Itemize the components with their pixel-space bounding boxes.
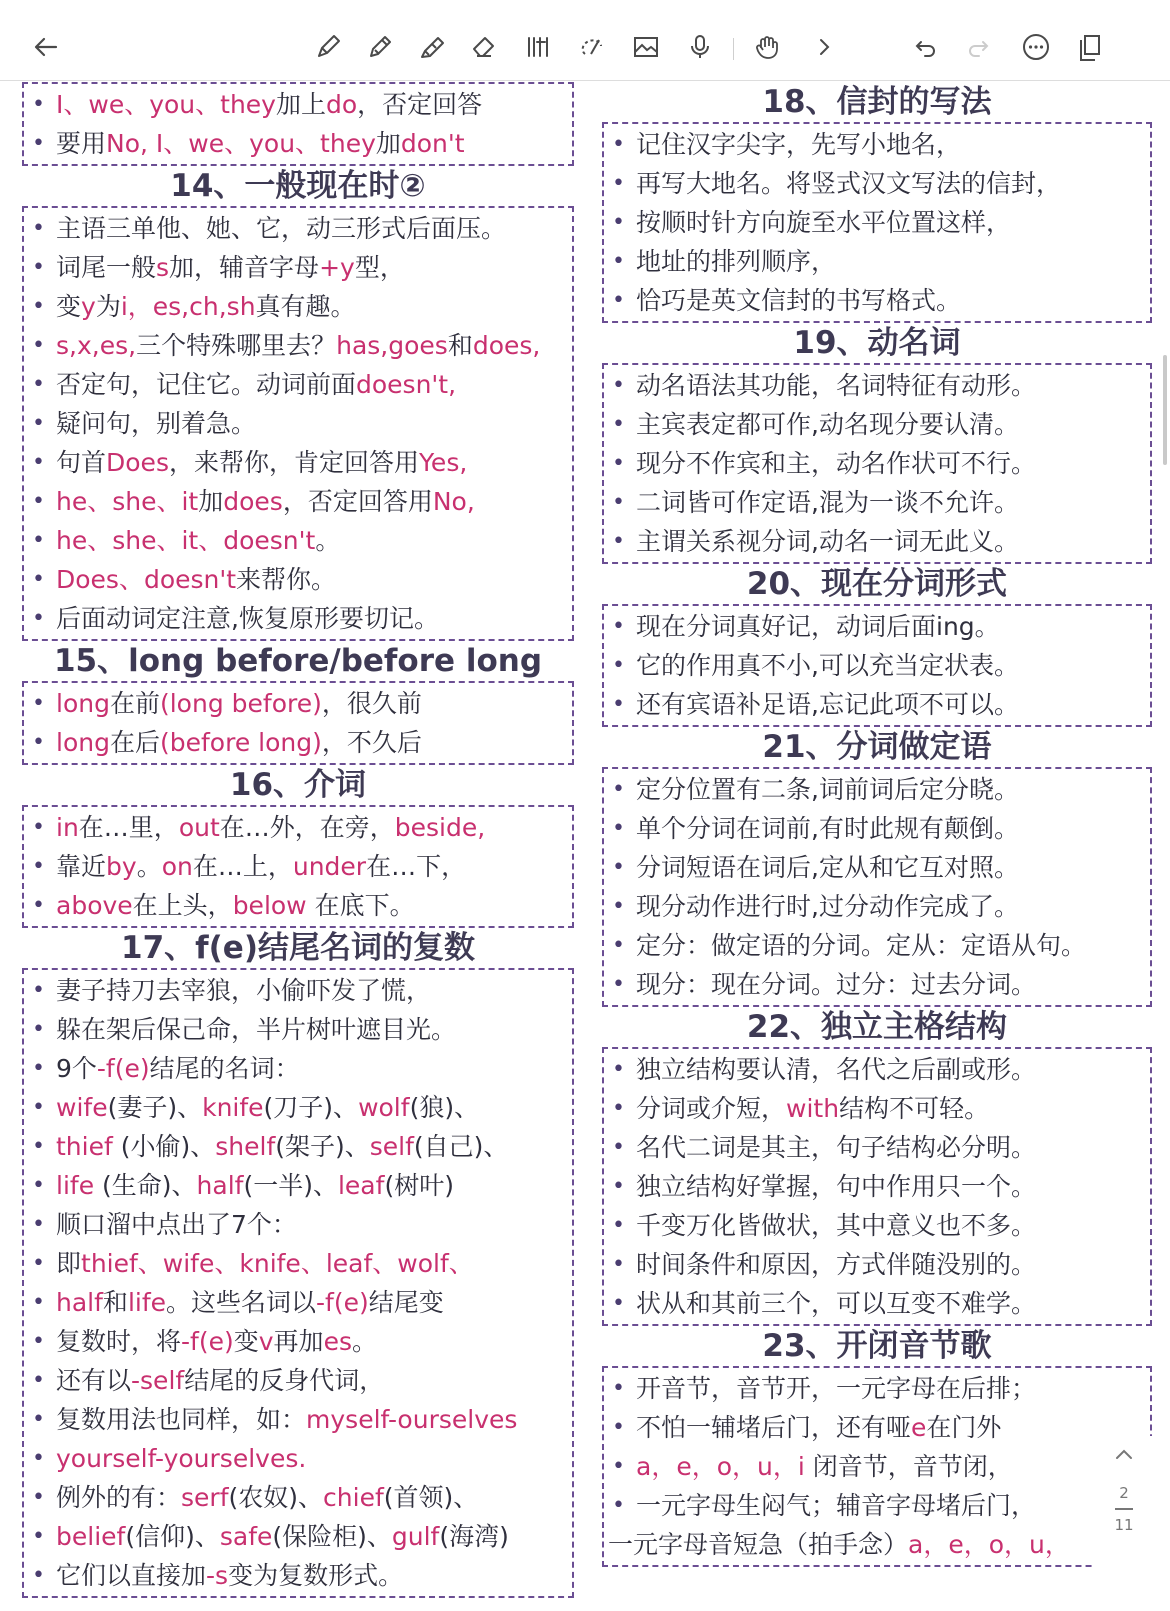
list-item xyxy=(604,926,1150,965)
section-title: 20、现在分词形式 xyxy=(746,566,1008,602)
highlighted-text: Yes, xyxy=(418,448,468,477)
item-text: 记住汉字尖字，先写小地名， xyxy=(636,130,962,159)
section-title: 14、一般现在时② xyxy=(170,168,426,204)
chevron-up-icon[interactable] xyxy=(1111,1442,1137,1468)
list-item xyxy=(24,124,572,163)
highlighted-text: (before long) xyxy=(159,728,322,757)
item-text: ，很久前 xyxy=(321,689,422,718)
export-icon[interactable] xyxy=(1074,32,1106,62)
list-item xyxy=(604,770,1150,809)
highlighted-text: No, I、we、you、they xyxy=(106,129,376,158)
highlighted-text: yourself-yourselves. xyxy=(56,1444,307,1473)
item-text: (保险柜)、 xyxy=(272,1522,392,1551)
list-item xyxy=(24,684,572,723)
list-item xyxy=(604,1245,1150,1284)
item-text: ，不久后 xyxy=(321,728,422,757)
item-text: (树叶) xyxy=(384,1171,454,1200)
item-text: 地址的排列顺序， xyxy=(636,247,837,276)
section-title: 19、动名词 xyxy=(793,325,961,361)
right-column xyxy=(602,82,1152,1567)
item-text: 。 xyxy=(315,526,341,555)
image-icon[interactable] xyxy=(630,32,662,62)
page-indicator xyxy=(1092,1436,1156,1606)
item-text: 动名语法其功能，名词特征有动形。 xyxy=(636,371,1037,400)
list-item xyxy=(24,886,572,925)
item-text: 变 xyxy=(233,1327,259,1356)
text-tool-icon[interactable] xyxy=(522,32,554,62)
highlighted-text: thief xyxy=(56,1132,113,1161)
list-item xyxy=(604,522,1150,561)
highlighted-text: wife xyxy=(56,1093,108,1122)
highlighted-text: -f(e) xyxy=(181,1327,234,1356)
back-arrow-icon[interactable] xyxy=(30,32,62,62)
item-text: 在…下， xyxy=(366,852,467,881)
item-text: ，来帮你，肯定回答用 xyxy=(168,448,419,477)
highlighted-text: myself-ourselves xyxy=(306,1405,518,1434)
list-item xyxy=(604,1206,1150,1245)
highlighted-text: knife xyxy=(202,1093,264,1122)
highlighted-text: long xyxy=(56,728,110,757)
list-item xyxy=(24,1127,572,1166)
item-text: 千变万化皆做状，其中意义也不多。 xyxy=(636,1211,1037,1240)
list-item xyxy=(604,366,1150,405)
item-text: 分词短语在词后,定从和它互对照。 xyxy=(636,853,1019,882)
item-text: (一半)、 xyxy=(243,1171,338,1200)
item-text: (狼)、 xyxy=(409,1093,480,1122)
highlighted-text: serf xyxy=(181,1483,229,1512)
item-text: 即 xyxy=(56,1249,82,1278)
item-text: 主语三单他、她、它，动三形式后面压。 xyxy=(56,214,507,243)
list-item xyxy=(604,164,1150,203)
pen-icon[interactable] xyxy=(312,32,344,62)
list-item xyxy=(24,1400,572,1439)
list-item xyxy=(24,1517,572,1556)
highlighted-text: -s xyxy=(206,1561,229,1590)
item-text: 变 xyxy=(56,292,82,321)
item-text: ，否定回答 xyxy=(357,90,483,119)
hand-icon[interactable] xyxy=(752,32,784,62)
item-text: 一元字母生闷气；辅音字母堵后门， xyxy=(636,1491,1037,1520)
section-box xyxy=(602,604,1152,727)
item-text: 闭音节，音节闭， xyxy=(804,1452,1013,1481)
note-toolbar xyxy=(0,0,1170,81)
highlighted-text: half xyxy=(56,1288,103,1317)
scroll-handle[interactable] xyxy=(1163,355,1167,465)
item-text: 在门外 xyxy=(926,1413,1002,1442)
item-text: 还有宾语补足语,忘记此项不可以。 xyxy=(636,690,1019,719)
highlighted-text: s,x,es, xyxy=(56,331,137,360)
item-text: 再写大地名。将竖式汉文写法的信封， xyxy=(636,169,1062,198)
list-item xyxy=(604,1089,1150,1128)
highlighted-text: with xyxy=(786,1094,840,1123)
section-box xyxy=(602,1047,1152,1326)
highlighted-text: on xyxy=(161,852,193,881)
highlighted-text: es xyxy=(323,1327,352,1356)
list-item xyxy=(24,1166,572,1205)
item-text: 型， xyxy=(354,253,405,282)
list-item xyxy=(24,1088,572,1127)
item-text: 。这些名词以 xyxy=(166,1288,317,1317)
highlighted-text: safe xyxy=(219,1522,273,1551)
list-item xyxy=(24,365,572,404)
item-text: 定分位置有二条,词前词后定分晓。 xyxy=(636,775,1019,804)
section-box xyxy=(22,82,574,166)
list-item xyxy=(604,1525,1150,1564)
list-item xyxy=(604,483,1150,522)
list-item xyxy=(604,281,1150,320)
list-item xyxy=(604,685,1150,724)
highlighted-text: he、she、it、doesn't xyxy=(56,526,316,555)
item-text: (刀子)、 xyxy=(263,1093,359,1122)
list-item xyxy=(24,404,572,443)
item-text: 三个特殊哪里去？ xyxy=(136,331,337,360)
pencil-icon[interactable] xyxy=(364,32,396,62)
more-icon[interactable] xyxy=(1020,32,1052,62)
highlighted-text: has,goes xyxy=(336,331,448,360)
highlighted-text: in xyxy=(56,813,79,842)
item-text: 后面动词定注意,恢复原形要切记。 xyxy=(56,604,439,633)
item-text: 词尾一般 xyxy=(56,253,157,282)
item-text: 躲在架后保己命，半片树叶遮目光。 xyxy=(56,1015,457,1044)
item-text: 主谓关系视分词,动名一词无此义。 xyxy=(636,527,1019,556)
item-text: 在前 xyxy=(109,689,160,718)
list-item xyxy=(24,1439,572,1478)
highlighted-text: doesn't, xyxy=(356,370,457,399)
highlighted-text: i，es,ch,sh xyxy=(120,292,256,321)
item-text: 复数用法也同样，如： xyxy=(56,1405,307,1434)
item-text: 变为复数形式。 xyxy=(228,1561,404,1590)
item-text: 不怕一辅堵后门，还有哑 xyxy=(636,1413,912,1442)
highlighted-text: wolf xyxy=(358,1093,410,1122)
total-pages: 11 xyxy=(1114,1516,1134,1534)
item-text: 否定句，记住它。动词前面 xyxy=(56,370,357,399)
list-item xyxy=(24,1205,572,1244)
item-text: (自己)、 xyxy=(413,1132,509,1161)
item-text: 现分不作宾和主，动名作状可不行。 xyxy=(636,449,1037,478)
highlighted-text: -f(e) xyxy=(96,1054,150,1083)
item-text: 靠近 xyxy=(56,852,107,881)
highlighted-text: I、we、you、they xyxy=(56,90,276,119)
list-item xyxy=(604,887,1150,926)
highlighted-text: shelf xyxy=(215,1132,276,1161)
list-item xyxy=(604,1050,1150,1089)
section-title: 23、开闭音节歌 xyxy=(762,1328,992,1364)
section-title: 22、独立主格结构 xyxy=(746,1009,1008,1045)
item-text: 独立结构要认清，名代之后副或形。 xyxy=(636,1055,1037,1084)
section-box xyxy=(602,767,1152,1007)
list-item xyxy=(604,444,1150,483)
list-item xyxy=(604,809,1150,848)
item-text: 结尾的反身代词， xyxy=(184,1366,385,1395)
undo-icon[interactable] xyxy=(910,32,942,62)
item-text: 分词或介短， xyxy=(636,1094,787,1123)
item-text: 开音节，音节开，一元字母在后排； xyxy=(636,1374,1037,1403)
item-text: 独立结构好掌握，句中作用只一个。 xyxy=(636,1172,1037,1201)
highlighted-text: he、she、it xyxy=(56,487,199,516)
item-text: 加 xyxy=(375,129,401,158)
section-box xyxy=(602,363,1152,564)
highlighted-text: v xyxy=(258,1327,274,1356)
item-text: 。 xyxy=(136,852,162,881)
item-text: 来帮你。 xyxy=(236,565,337,594)
highlighted-text: thief、wife、knife、leaf、wolf、 xyxy=(81,1249,474,1278)
item-text: 加 xyxy=(198,487,224,516)
list-item xyxy=(604,646,1150,685)
list-item xyxy=(604,125,1150,164)
toolbar-separator xyxy=(733,38,734,60)
highlighted-text: a，e，o，u， xyxy=(908,1530,1070,1559)
section-title: 15、long before/before long xyxy=(53,643,543,679)
list-item xyxy=(24,971,572,1010)
item-text: 和 xyxy=(102,1288,128,1317)
list-item xyxy=(24,85,572,124)
highlighted-text: life xyxy=(56,1171,95,1200)
highlighted-text: Does、doesn't xyxy=(56,565,237,594)
list-item xyxy=(604,607,1150,646)
item-text: 它们以直接加 xyxy=(56,1561,207,1590)
list-item xyxy=(604,1167,1150,1206)
list-item xyxy=(604,405,1150,444)
list-item xyxy=(24,1049,572,1088)
left-column xyxy=(22,82,574,1598)
redo-icon[interactable] xyxy=(962,32,994,62)
list-item xyxy=(24,1244,572,1283)
highlighted-text: life xyxy=(127,1288,167,1317)
item-text: 现在分词真好记，动词后面ing。 xyxy=(636,612,1000,641)
section-box xyxy=(602,122,1152,323)
section-box xyxy=(602,1366,1152,1567)
section-title: 16、介词 xyxy=(229,767,367,803)
item-text: 在…上， xyxy=(192,852,293,881)
microphone-icon[interactable] xyxy=(684,32,716,62)
highlighted-text: beside, xyxy=(394,813,486,842)
highlighted-text: does, xyxy=(472,331,541,360)
section-title: 21、分词做定语 xyxy=(762,729,992,765)
list-item xyxy=(604,965,1150,1004)
item-text: 二词皆可作定语,混为一谈不允许。 xyxy=(636,488,1019,517)
list-item xyxy=(24,1283,572,1322)
item-text: 例外的有： xyxy=(56,1483,182,1512)
list-item xyxy=(24,723,572,762)
item-text: 。 xyxy=(351,1327,377,1356)
list-item xyxy=(24,209,572,248)
item-text: 复数时，将 xyxy=(56,1327,182,1356)
highlighted-text: below xyxy=(232,891,307,920)
item-text: 在上头， xyxy=(132,891,233,920)
item-text: 顺口溜中点出了7个： xyxy=(56,1210,297,1239)
section-box xyxy=(22,206,574,641)
section-title: 18、信封的写法 xyxy=(762,84,992,120)
item-text: 现分：现在分词。过分：过去分词。 xyxy=(636,970,1037,999)
list-item xyxy=(24,599,572,638)
highlighted-text: half xyxy=(196,1171,244,1200)
highlighted-text: +y xyxy=(319,253,355,282)
list-item xyxy=(24,1478,572,1517)
item-text: 再加 xyxy=(273,1327,324,1356)
item-text: ，否定回答用 xyxy=(282,487,433,516)
highlighted-text: long xyxy=(56,689,110,718)
highlighted-text: by xyxy=(106,852,137,881)
highlighter-icon[interactable] xyxy=(416,32,448,62)
list-item xyxy=(24,560,572,599)
highlighted-text: y xyxy=(81,292,96,321)
item-text: 真有趣。 xyxy=(255,292,356,321)
list-item xyxy=(24,1322,572,1361)
item-text: 在…里， xyxy=(78,813,179,842)
item-text: 一元字母音短急（拍手念） xyxy=(608,1530,909,1559)
list-item xyxy=(604,242,1150,281)
list-item xyxy=(24,808,572,847)
list-item xyxy=(24,248,572,287)
item-text: 为 xyxy=(95,292,121,321)
item-text: 还有以 xyxy=(56,1366,132,1395)
item-text: 在底下。 xyxy=(306,891,415,920)
highlighted-text: -self xyxy=(131,1366,185,1395)
item-text: (海湾) xyxy=(439,1522,509,1551)
list-item xyxy=(24,1361,572,1400)
highlighted-text: does xyxy=(223,487,283,516)
highlighted-text: (long before) xyxy=(159,689,322,718)
item-text: 时间条件和原因，方式伴随没别的。 xyxy=(636,1250,1037,1279)
section-box xyxy=(22,968,574,1598)
list-item xyxy=(604,1284,1150,1323)
item-text: 主宾表定都可作,动名现分要认清。 xyxy=(636,410,1019,439)
list-item xyxy=(604,1128,1150,1167)
item-text: 疑问句，别着急。 xyxy=(56,409,257,438)
item-text: 它的作用真不小,可以充当定状表。 xyxy=(636,651,1019,680)
highlighted-text: No, xyxy=(432,487,475,516)
list-item xyxy=(604,848,1150,887)
item-text: (妻子)、 xyxy=(107,1093,203,1122)
section-box xyxy=(22,805,574,928)
item-text: 在后 xyxy=(109,728,160,757)
item-text: 单个分词在词前,有时此规有颠倒。 xyxy=(636,814,1019,843)
list-item xyxy=(604,1408,1150,1447)
list-item xyxy=(24,443,572,482)
item-text: 结尾的名词： xyxy=(149,1054,300,1083)
list-item xyxy=(604,1447,1150,1486)
list-item xyxy=(604,203,1150,242)
item-text: 恰巧是英文信封的书写格式。 xyxy=(636,286,962,315)
highlighted-text: e xyxy=(911,1413,927,1442)
page-divider xyxy=(1115,1508,1133,1510)
item-text: 结构不可轻。 xyxy=(839,1094,990,1123)
item-text: 和 xyxy=(447,331,473,360)
item-text: 句首 xyxy=(56,448,107,477)
item-text: 现分动作进行时,过分动作完成了。 xyxy=(636,892,1019,921)
list-item xyxy=(24,287,572,326)
item-text: (首领)、 xyxy=(383,1483,479,1512)
list-item xyxy=(604,1486,1150,1525)
item-text: 定分：做定语的分词。定从：定语从句。 xyxy=(636,931,1087,960)
item-text: 名代二词是其主，句子结构必分明。 xyxy=(636,1133,1037,1162)
list-item xyxy=(24,847,572,886)
list-item xyxy=(24,326,572,365)
item-text: 在…外，在旁， xyxy=(219,813,395,842)
highlighted-text: belief xyxy=(56,1522,126,1551)
list-item xyxy=(24,482,572,521)
item-text: 状从和其前三个，可以互变不难学。 xyxy=(636,1289,1037,1318)
eraser-icon[interactable] xyxy=(468,32,500,62)
item-text: 妻子持刀去宰狼，小偷吓发了慌， xyxy=(56,976,432,1005)
highlighted-text: out xyxy=(178,813,220,842)
item-text: (架子)、 xyxy=(275,1132,370,1161)
current-page-number: 2 xyxy=(1119,1484,1129,1502)
item-text: 9个 xyxy=(56,1054,97,1083)
list-item xyxy=(604,1369,1150,1408)
highlighted-text: do xyxy=(325,90,358,119)
item-text: (生命)、 xyxy=(94,1171,197,1200)
item-text: 结尾变 xyxy=(368,1288,444,1317)
section-title: 17、f(e)结尾名词的复数 xyxy=(121,930,475,966)
highlighted-text: above xyxy=(56,891,133,920)
list-item xyxy=(24,521,572,560)
item-text: (小偷)、 xyxy=(112,1132,216,1161)
highlighted-text: a，e，o，u，i xyxy=(636,1452,805,1481)
chevron-right-icon[interactable] xyxy=(808,32,840,62)
highlighted-text: -f(e) xyxy=(316,1288,369,1317)
item-text: 加上 xyxy=(275,90,326,119)
highlighted-text: don't xyxy=(400,129,465,158)
highlighted-text: chief xyxy=(323,1483,384,1512)
highlighted-text: under xyxy=(292,852,367,881)
highlighted-text: self xyxy=(369,1132,414,1161)
item-text: 要用 xyxy=(56,129,107,158)
list-item xyxy=(24,1010,572,1049)
section-box xyxy=(22,681,574,765)
item-text: 按顺时针方向旋至水平位置这样， xyxy=(636,208,1012,237)
item-text: (信仰)、 xyxy=(125,1522,220,1551)
lasso-icon[interactable] xyxy=(576,32,608,62)
highlighted-text: Does xyxy=(106,448,169,477)
item-text: 加，辅音字母 xyxy=(169,253,320,282)
highlighted-text: s xyxy=(156,253,170,282)
item-text: (农奴)、 xyxy=(228,1483,324,1512)
list-item xyxy=(24,1556,572,1595)
highlighted-text: gulf xyxy=(391,1522,440,1551)
highlighted-text: leaf xyxy=(337,1171,385,1200)
